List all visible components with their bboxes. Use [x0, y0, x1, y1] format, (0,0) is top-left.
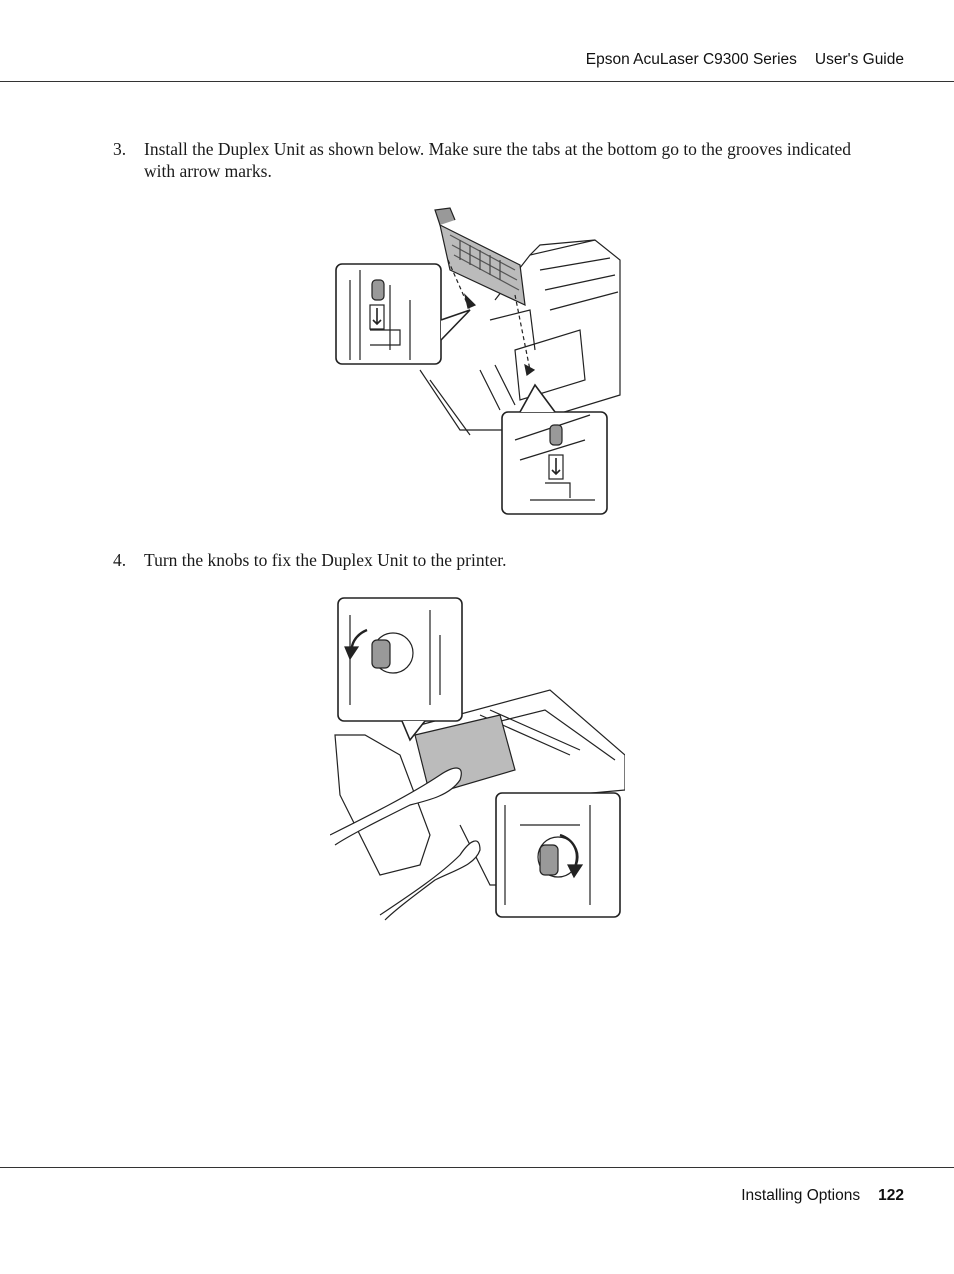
header-guide: User's Guide [814, 51, 904, 68]
footer-section: Installing Options [741, 1187, 861, 1204]
header-product: Epson AcuLaser C9300 Series [585, 51, 797, 68]
page-header [0, 0, 954, 82]
step-text: Turn the knobs to fix the Duplex Unit to the printer. [144, 550, 507, 570]
header-text [586, 51, 904, 69]
step-text: Install the Duplex Unit as shown below. Make sure the tabs at the bottom go to the grooves indicated with arrow marks. [144, 139, 851, 181]
duplex-unit-install-illustration [330, 200, 625, 520]
step-number: 4. [113, 550, 127, 570]
page-footer-rule [0, 1167, 954, 1168]
page-number: 122 [878, 1187, 904, 1204]
page-footer [741, 1187, 904, 1205]
duplex-knob-turn-illustration [330, 595, 625, 930]
step-number: 3. [113, 139, 127, 159]
